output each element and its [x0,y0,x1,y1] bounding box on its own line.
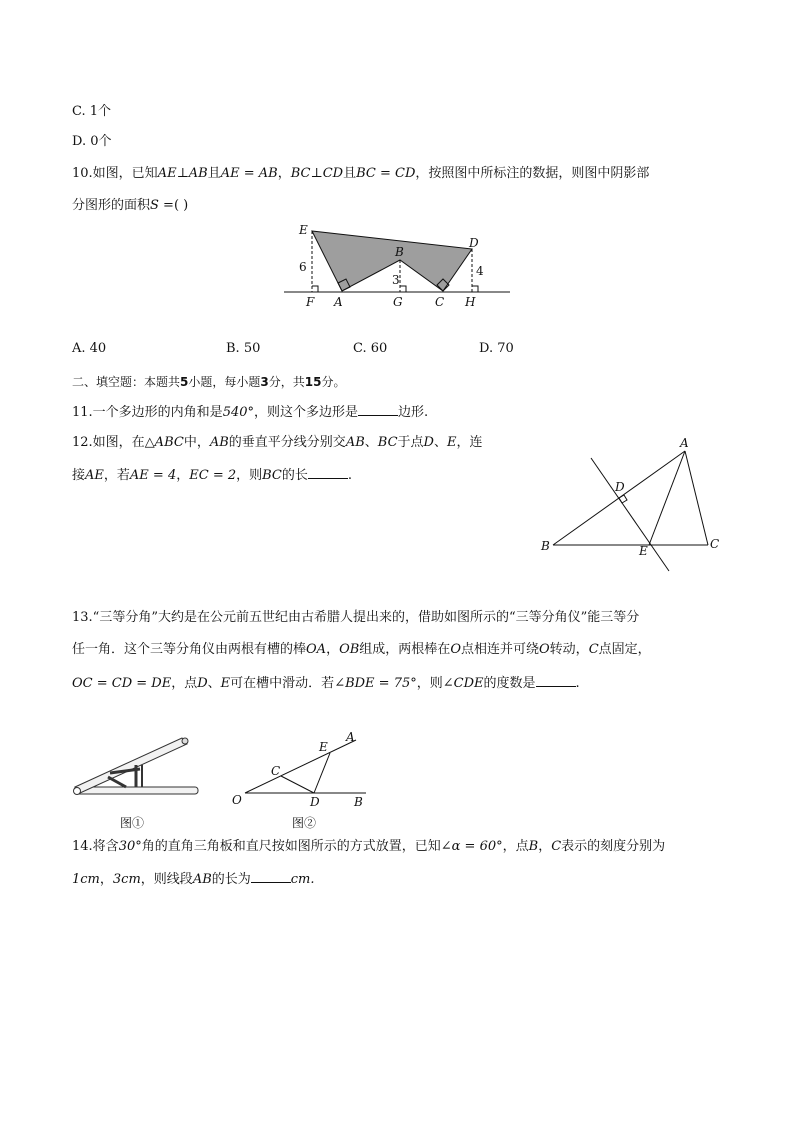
math: O [539,642,550,657]
label-c: C [435,295,445,309]
right-angle-d [619,495,627,503]
label-e: E [319,740,328,754]
label-h: H [465,295,476,309]
math: OB [339,642,360,657]
bar-end-cap [182,738,188,744]
math: AB [345,435,365,450]
option-d: D. 0个 [72,134,112,149]
math: ∠BDE = 75° [334,676,417,691]
label-a: A [680,436,689,450]
math: BC = CD [356,166,416,181]
q14-text: 表示的刻度分别为 [561,839,666,854]
q13-text: 点固定， [598,642,651,657]
q10-text: 且 [343,166,357,181]
q12-text: 于点 [397,435,424,450]
section-text: 小题，每小题 [188,375,261,389]
side-ac [685,451,708,545]
q10-figure [280,222,520,312]
q13-text: . [575,676,580,691]
q10-text: 且 [207,166,221,181]
math: BC [262,468,282,483]
q13-text: 转动， [549,642,589,657]
q12-text: ，若 [103,468,130,483]
q13-text: 点相连并可绕 [460,642,539,657]
math: OC = CD = DE [72,676,172,691]
ray-oa [245,740,356,793]
q13-line2 [72,641,651,659]
q12-text: . [347,468,353,483]
math: 540° [222,405,255,420]
right-angle-f [312,286,318,292]
math: AE = 4 [129,468,177,483]
math: 30° [118,839,142,854]
q10-line1 [72,165,649,183]
q10-text: ，按照图中所标注的数据，则图中阴影部 [415,166,650,181]
label-a: A [334,295,343,309]
segment-ae [649,451,685,545]
q12-text: 接 [72,468,86,483]
section-points: 3 [260,375,269,389]
math: EC = 2 [189,468,237,483]
label-e: E [639,544,648,558]
q14-text: 14.将含 [72,839,119,854]
math: BC⊥CD [290,166,344,181]
math: ∠CDE [442,676,484,691]
label-o: O [232,793,242,807]
section-total: 15 [304,375,322,389]
q12-text: 、 [433,435,447,450]
label-f: F [306,295,315,309]
slanted-bar [75,738,187,793]
math: AE [85,468,104,483]
q13-text: ， [326,642,340,657]
label-a: A [346,730,355,744]
q10-text: ( ) [173,198,189,213]
q12-text: 12.如图，在 [72,435,145,450]
q12-text: ，连 [456,435,483,450]
q11-text: 11.一个多边形的内角和是 [72,405,223,420]
q13-text: 组成，两根棒在 [359,642,451,657]
q13-text: 的度数是 [483,676,536,691]
label-4: 4 [476,264,484,278]
section-text: 分，共 [268,375,305,389]
option-c: C. 1个 [72,104,112,119]
q12-line1 [72,434,483,452]
trisector-diagram-figure [228,728,378,830]
q14-text: ， [99,872,113,887]
label-d: D [469,236,479,250]
label-b: B [354,795,363,809]
q13-text: 任一角．这个三等分角仪由两根有槽的棒 [72,642,307,657]
q10-text: 分图形的面积 [72,198,151,213]
figure-caption-1: 图① [120,816,145,830]
segment-cd [281,776,314,793]
math: B [528,839,539,854]
q13-text: 可在槽中滑动．若 [230,676,335,691]
q12-text: 、 [364,435,378,450]
answer-blank[interactable] [308,466,348,479]
section-heading [72,373,345,391]
label-g: G [393,295,403,309]
answer-blank[interactable] [536,674,576,687]
q14-text: ， [538,839,552,854]
label-c: C [710,537,720,551]
right-angle-h [472,286,478,292]
pivot-o [74,788,81,795]
math: AB [192,872,212,887]
q11-text: 边形. [398,405,429,420]
answer-blank[interactable] [251,870,291,883]
figure-caption-2: 图② [292,816,317,830]
math: E [220,676,231,691]
section-text: 分。 [321,375,346,389]
math: S = [150,198,174,213]
math: D [423,435,434,450]
q10-option-c: C. 60 [353,341,388,356]
math: 1cm [72,872,100,887]
q13-line3 [72,674,580,693]
label-3: 3 [392,273,400,287]
math: BC [377,435,398,450]
math: cm. [290,872,315,887]
q14-text: ，则线段 [140,872,193,887]
q10-text: 10.如图，已知 [72,166,158,181]
q11 [72,403,428,422]
q13-text: ，则 [416,676,443,691]
label-b: B [541,539,550,553]
math: △ABC [144,435,184,450]
math: C [588,642,599,657]
q13-text: ，点 [171,676,198,691]
q10-option-a: A. 40 [72,341,107,356]
q12-text: 的长 [281,468,308,483]
base-bar [74,787,198,794]
math: 3cm [112,872,141,887]
math: E [447,435,457,450]
q12-text: ，则 [236,468,263,483]
q12-text: 的垂直平分线分别交 [228,435,346,450]
label-d: D [615,480,625,494]
answer-blank[interactable] [358,403,398,416]
q14-line2 [72,870,315,889]
label-d: D [310,795,320,809]
label-e: E [299,223,308,237]
section-text: 二、填空题：本题共 [72,375,181,389]
trisector-device-figure [70,735,205,830]
math: AE = AB [220,166,278,181]
q11-text: ，则这个多边形是 [254,405,359,420]
math: D [197,676,208,691]
math: O [450,642,461,657]
q14-text: ，点 [502,839,529,854]
math: AE⊥AB [157,166,208,181]
math: ∠α = 60° [440,839,503,854]
q14-line1 [72,838,665,856]
label-b: B [395,245,404,259]
math: AB [209,435,229,450]
perpendicular-bisector [591,458,669,571]
math: OA [306,642,327,657]
link-rod [108,777,126,787]
q10-line2 [72,197,188,215]
q12-figure [535,433,735,578]
q13-text: 、 [207,676,221,691]
right-angle-g [400,286,406,292]
q10-option-b: B. 50 [226,341,261,356]
q14-text: 的长为 [211,872,251,887]
q14-text: 角的直角三角板和直尺按如图所示的方式放置，已知 [141,839,441,854]
q12-text: 中， [183,435,210,450]
label-c: C [271,764,281,778]
q12-text: ， [176,468,190,483]
q12-line2 [72,466,352,485]
q10-option-d: D. 70 [479,341,514,356]
q10-text: ， [277,166,291,181]
section-count: 5 [180,375,189,389]
math: C [551,839,562,854]
q13-line1: 13.“三等分角”大约是在公元前五世纪由古希腊人提出来的，借助如图所示的“三等分角仪”能三等分 [72,610,640,625]
label-6: 6 [299,260,307,274]
